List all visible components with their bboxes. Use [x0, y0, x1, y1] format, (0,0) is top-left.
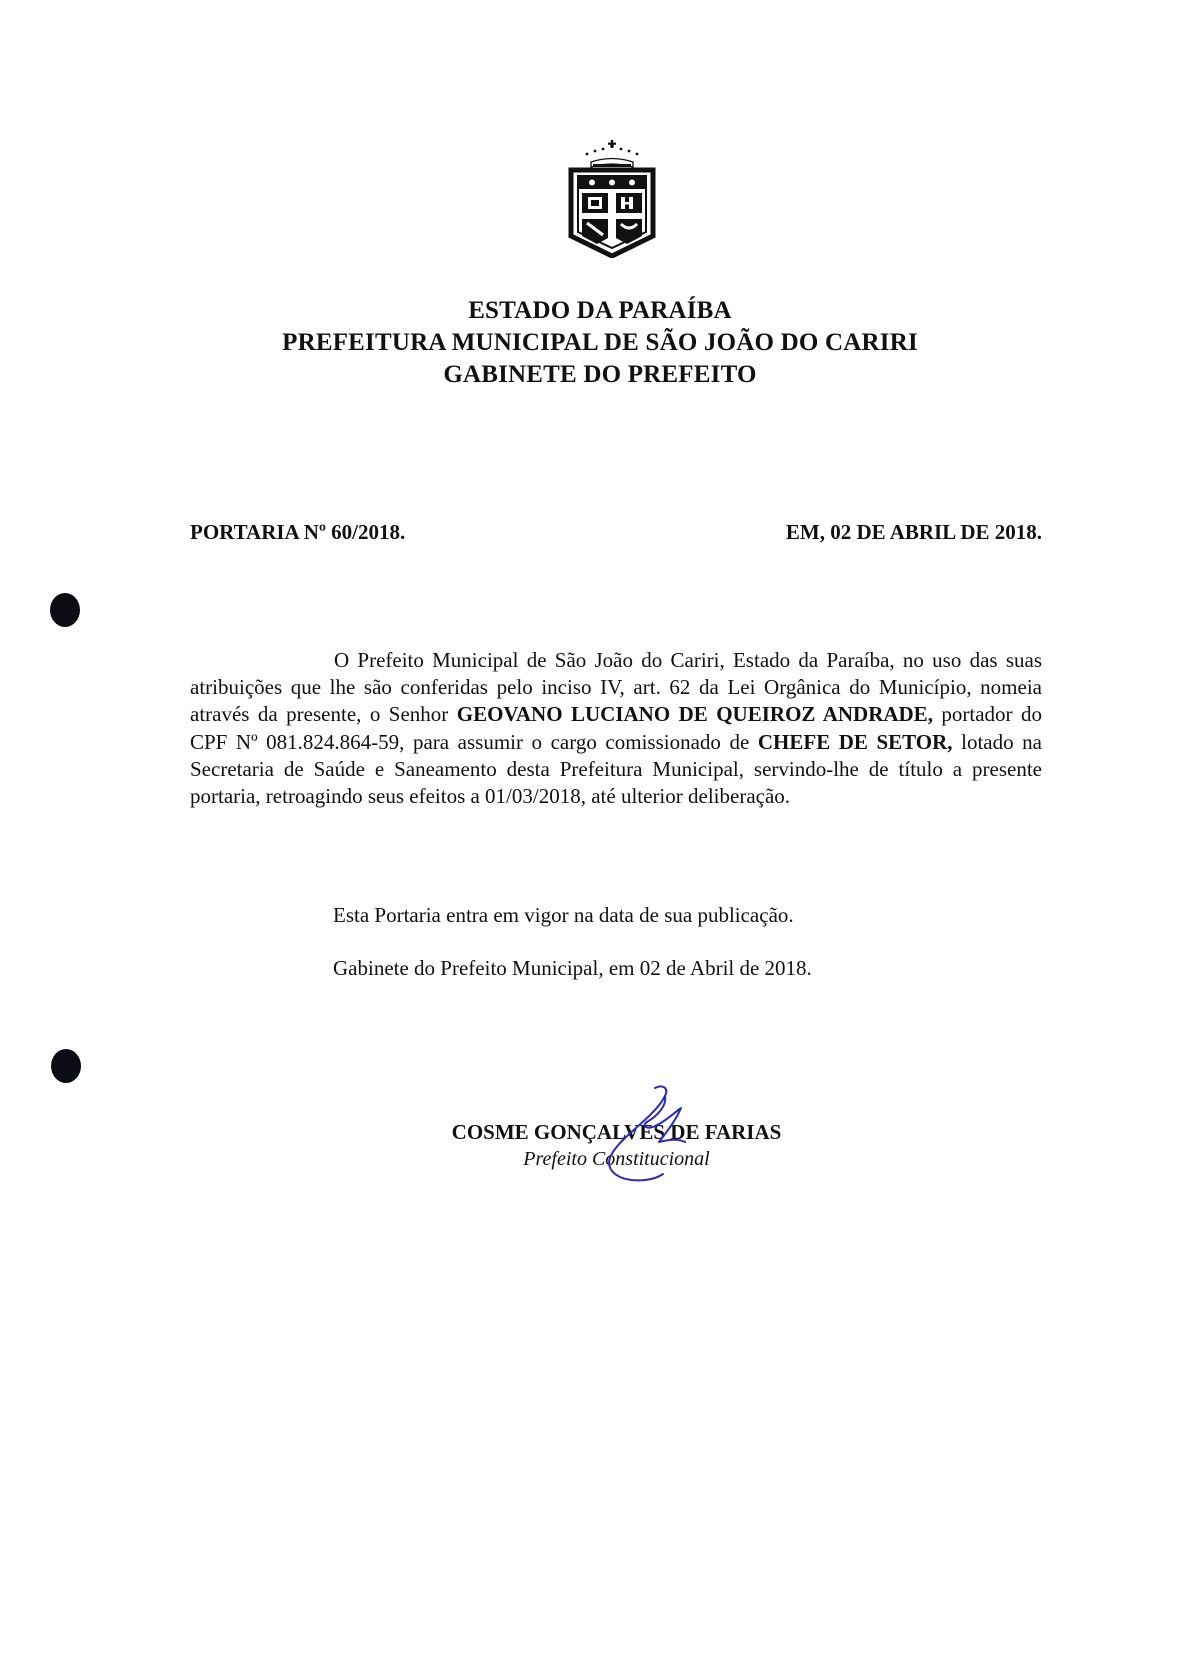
- body-paragraph: [190, 647, 1042, 810]
- position-title: CHEFE DE SETOR,: [757, 729, 953, 754]
- municipality-heading: PREFEITURA MUNICIPAL DE SÃO JOÃO DO CARIRI: [282, 329, 918, 356]
- punch-hole: [51, 1049, 81, 1083]
- appointee-name: GEOVANO LUCIANO DE QUEIROZ ANDRADE,: [456, 702, 933, 727]
- place-date-line: Gabinete do Prefeito Municipal, em 02 de Abril de 2018.: [333, 956, 812, 980]
- effect-statement: Esta Portaria entra em vigor na data de sua publicação.: [333, 903, 794, 927]
- portaria-date: EM, 02 DE ABRIL DE 2018.: [785, 520, 1042, 544]
- signer-title: Prefeito Constitucional: [523, 1148, 710, 1170]
- punch-hole: [50, 593, 80, 627]
- body-text-part2: portador do CPF Nº 081.824.864-59, para assumir o cargo comissionado de: [190, 702, 1042, 754]
- signer-name: COSME GONÇALVES DE FARIAS: [451, 1120, 782, 1144]
- portaria-number: PORTARIA Nº 60/2018.: [190, 520, 406, 544]
- state-heading: ESTADO DA PARAÍBA: [468, 297, 732, 324]
- handwritten-signature: [585, 1082, 695, 1187]
- body-text-part1: O Prefeito Municipal de São João do Cariri, Estado da Paraíba, no uso das suas atribuições que lhe são conferidas pelo inciso IV, art. 62 da Lei Orgânica do Município, nomeia através da presente, o Senhor: [190, 648, 1042, 727]
- body-text-part3: lotado na Secretaria de Saúde e Saneamento desta Prefeitura Municipal, servindo-lhe de título a presente portaria, retroagindo seus efeitos a 01/03/2018, até ulterior deliberação.: [190, 729, 1042, 809]
- coat-of-arms-icon: [567, 140, 657, 258]
- office-heading: GABINETE DO PREFEITO: [443, 361, 757, 388]
